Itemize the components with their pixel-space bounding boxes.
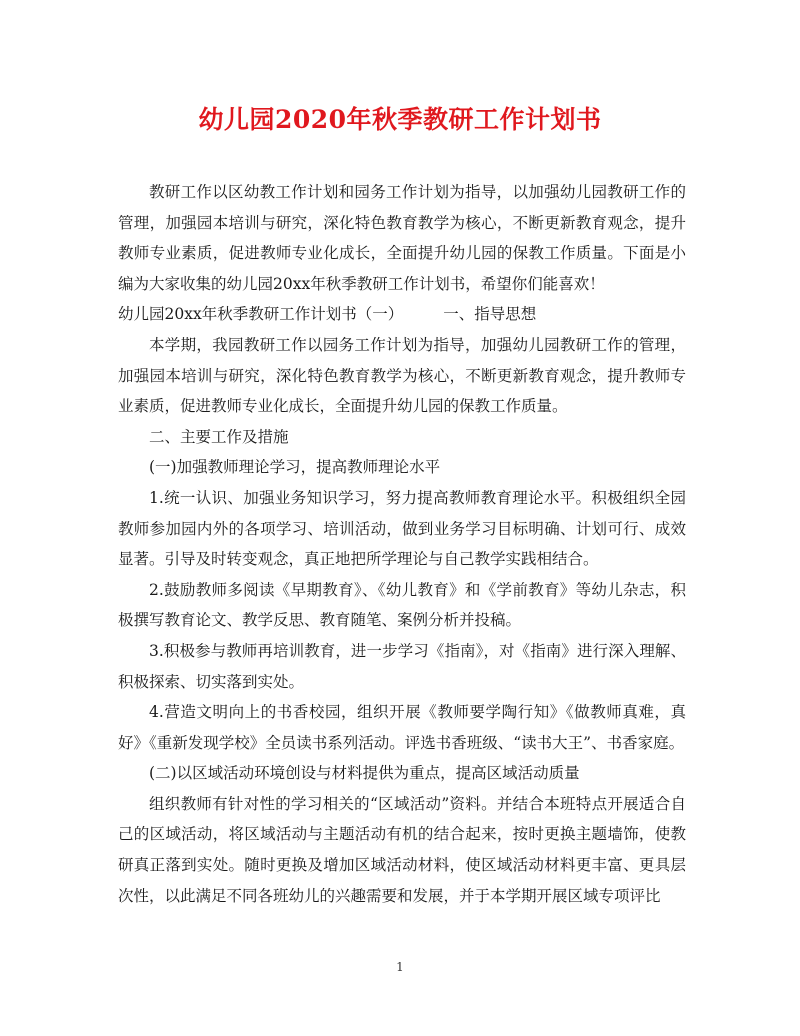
document-body [118, 177, 686, 911]
paragraph-point-1: 1.统一认识、加强业务知识学习，努力提高教师教育理论水平。积极组织全园教师参加园内外的各项学习、培训活动，做到业务学习目标明确、计划可行、成效显著。引导及时转变观念，真正地把所学理论与自己教学实践相结合。 [118, 488, 686, 569]
item-heading-theory: (一)加强教师理论学习，提高教师理论水平 [149, 458, 441, 477]
item-heading-area: (二)以区域活动环境创设与材料提供为重点，提高区域活动质量 [149, 764, 580, 783]
page-number: 1 [396, 960, 404, 974]
paragraph-point-2: 2.鼓励教师多阅读《早期教育》、《幼儿教育》和《学前教育》等幼儿杂志，积极撰写教育论文、教学反思、教育随笔、案例分析并投稿。 [118, 580, 686, 630]
section-heading-guiding: 一、指导思想 [443, 305, 537, 324]
paragraph-intro: 教研工作以区幼教工作计划和园务工作计划为指导，以加强幼儿园教研工作的管理，加强园本培训与研究，深化特色教育教学为核心，不断更新教育观念，提升教师专业素质，促进教师专业化成长，全面提升幼儿园的保教工作质量。下面是小编为大家收集的幼儿园20xx年秋季教研工作计划书，希望你们能喜欢！ [118, 183, 686, 293]
plan-subtitle: 幼儿园20xx年秋季教研工作计划书（一） [118, 305, 404, 324]
paragraph-point-3: 3.积极参与教师再培训教育，进一步学习《指南》，对《指南》进行深入理解、积极探索、切实落到实处。 [118, 641, 686, 691]
paragraph-point-4: 4.营造文明向上的书香校园，组织开展《教师要学陶行知》《做教师真难，真好》《重新发现学校》全员读书系列活动。评选书香班级、“读书大王”、书香家庭。 [118, 703, 686, 752]
page-title: 幼儿园2020年秋季教研工作计划书 [198, 105, 602, 134]
paragraph-area: 组织教师有针对性的学习相关的“区域活动”资料。并结合本班特点开展适合自己的区域活动，将区域活动与主题活动有机的结合起来，按时更换主题墙饰，使教研真正落到实处。随时更换及增加区域活动材料，使区域活动材料更丰富、更具层次性，以此满足不同各班幼儿的兴趣需要和发展，并于本学期开展区域专项评比 [118, 794, 686, 905]
paragraph-guiding: 本学期，我园教研工作以园务工作计划为指导，加强幼儿园教研工作的管理，加强园本培训与研究，深化特色教育教学为核心，不断更新教育观念，提升教师专业素质，促进教师专业化成长，全面提升幼儿园的保教工作质量。 [118, 335, 686, 416]
section-heading-main-work: 二、主要工作及措施 [149, 427, 289, 446]
paragraph-subheading [118, 299, 686, 330]
